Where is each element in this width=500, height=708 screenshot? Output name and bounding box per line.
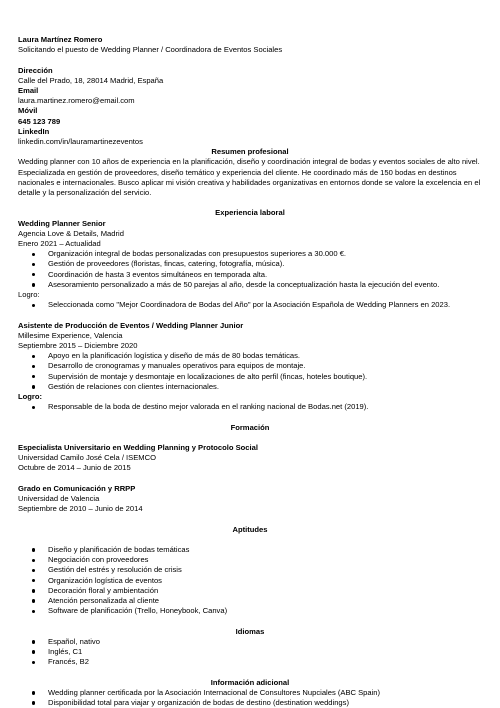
list-item-text: Coordinación de hasta 3 eventos simultáneos en temporada alta. xyxy=(48,269,268,279)
bullet-icon xyxy=(32,599,35,602)
list-item xyxy=(18,586,482,596)
bullet-icon xyxy=(32,661,35,664)
skills-list xyxy=(18,545,482,616)
achievement-label: Logro: xyxy=(18,392,43,402)
additional-list xyxy=(18,688,482,708)
list-item xyxy=(18,361,482,371)
list-item-text: Gestión de proveedores (floristas, fincas, catering, fotografía, música). xyxy=(48,259,285,269)
list-item xyxy=(18,351,482,361)
list-item xyxy=(18,637,482,647)
spacer xyxy=(18,55,482,65)
summary-line: detalle y la personalización del servicio. xyxy=(18,188,152,198)
list-item-text: Wedding planner certificada por la Asociación Internacional de Consultores Nupciales (ABC Spain) xyxy=(48,687,381,697)
languages-list xyxy=(18,637,482,668)
job-duties-list xyxy=(18,249,482,290)
list-item-text: Asesoramiento personalizado a más de 50 parejas al año, desde la conceptualización hasta la ejecución del evento. xyxy=(48,279,440,289)
job-dates: Septiembre 2015 – Diciembre 2020 xyxy=(18,341,138,351)
spacer xyxy=(18,616,482,626)
list-item xyxy=(18,698,482,708)
degree-dates: Septiembre de 2010 – Junio de 2014 xyxy=(18,504,143,514)
list-item xyxy=(18,300,482,310)
list-item xyxy=(18,657,482,667)
list-item-text: Gestión de relaciones con clientes internacionales. xyxy=(48,381,219,391)
experience-heading: Experiencia laboral xyxy=(215,208,285,218)
bullet-icon xyxy=(32,559,35,562)
languages-heading: Idiomas xyxy=(235,626,265,636)
list-item xyxy=(18,606,482,616)
bullet-icon xyxy=(32,304,35,307)
linkedin-value: linkedin.com/in/lauramartinezeventos xyxy=(18,137,143,147)
achievement-list xyxy=(18,300,482,310)
additional-heading: Información adicional xyxy=(210,677,290,687)
bullet-icon xyxy=(32,406,35,409)
list-item-text: Disponibilidad total para viajar y organización de bodas de destino (destination weddings) xyxy=(48,698,349,708)
list-item xyxy=(18,647,482,657)
address-value: Calle del Prado, 18, 28014 Madrid, España xyxy=(18,75,164,85)
candidate-subtitle: Solicitando el puesto de Wedding Planner / Coordinadora de Eventos Sociales xyxy=(18,45,283,55)
list-item-text: Inglés, C1 xyxy=(48,647,83,657)
list-item xyxy=(18,259,482,269)
list-item-text: Gestión del estrés y resolución de crisis xyxy=(48,565,182,575)
bullet-icon xyxy=(32,610,35,613)
bullet-icon xyxy=(32,548,35,551)
achievement-label: Logro: xyxy=(18,290,40,300)
list-item-text: Supervisión de montaje y desmontaje en localizaciones de alto perfil (fincas, hoteles boutique). xyxy=(48,371,368,381)
address-label: Dirección xyxy=(18,65,53,75)
degree-title: Especialista Universitario en Wedding Planning y Protocolo Social xyxy=(18,443,258,453)
bullet-icon xyxy=(32,691,35,694)
job-company: Millesime Experience, Valencia xyxy=(18,330,123,340)
list-item-text: Apoyo en la planificación logística y diseño de más de 80 bodas temáticas. xyxy=(48,351,301,361)
degree-title: Grado en Comunicación y RRPP xyxy=(18,483,136,493)
list-item-text: Decoración floral y ambientación xyxy=(48,585,159,595)
bullet-icon xyxy=(32,640,35,643)
summary-line: nacionales e internacionales. Busco aplicar mi visión creativa y habilidades organizativas en entornos donde se valore la excelencia en el xyxy=(18,177,481,187)
spacer xyxy=(18,198,482,208)
list-item xyxy=(18,576,482,586)
job-title: Asistente de Producción de Eventos / Wedding Planner Junior xyxy=(18,320,244,330)
spacer xyxy=(18,433,482,443)
bullet-icon xyxy=(32,579,35,582)
spacer xyxy=(18,412,482,422)
list-item xyxy=(18,565,482,575)
linkedin-label: LinkedIn xyxy=(18,126,50,136)
summary-line: Wedding planner con 10 años de experiencia en la planificación, diseño y coordinación integral de bodas y eventos sociales de alto nivel. xyxy=(18,157,480,167)
list-item xyxy=(18,372,482,382)
spacer xyxy=(18,474,482,484)
candidate-name: Laura Martínez Romero xyxy=(18,35,103,44)
list-item xyxy=(18,270,482,280)
summary-heading: Resumen profesional xyxy=(211,147,289,157)
bullet-icon xyxy=(32,355,35,358)
list-item xyxy=(18,596,482,606)
bullet-icon xyxy=(32,569,35,572)
bullet-icon xyxy=(32,589,35,592)
list-item-text: Organización logística de eventos xyxy=(48,575,162,585)
list-item xyxy=(18,545,482,555)
email-value: laura.martinez.romero@email.com xyxy=(18,96,135,106)
list-item xyxy=(18,555,482,565)
list-item-text: Seleccionada como "Mejor Coordinadora de Bodas del Año" por la Asociación Española de Wedding Planners en 2023. xyxy=(48,300,451,310)
mobile-value: 645 123 789 xyxy=(18,116,61,126)
list-item-text: Diseño y planificación de bodas temáticas xyxy=(48,545,190,555)
bullet-icon xyxy=(32,650,35,653)
bullet-icon xyxy=(32,283,35,286)
resume-content xyxy=(18,35,482,708)
list-item-text: Español, nativo xyxy=(48,636,100,646)
bullet-icon xyxy=(32,253,35,256)
job-duties-list xyxy=(18,351,482,392)
list-item-text: Negociación con proveedores xyxy=(48,555,149,565)
list-item-text: Responsable de la boda de destino mejor valorada en el ranking nacional de Bodas.net (2019). xyxy=(48,402,369,412)
skills-heading: Aptitudes xyxy=(232,524,268,534)
list-item xyxy=(18,280,482,290)
spacer xyxy=(18,535,482,545)
mobile-label: Móvil xyxy=(18,106,38,116)
list-item xyxy=(18,249,482,259)
list-item-text: Desarrollo de cronogramas y manuales operativos para equipos de montaje. xyxy=(48,361,306,371)
education-heading: Formación xyxy=(230,422,270,432)
list-item-text: Atención personalizada al cliente xyxy=(48,596,160,606)
bullet-icon xyxy=(32,375,35,378)
job-dates: Enero 2021 – Actualidad xyxy=(18,239,101,249)
bullet-icon xyxy=(32,701,35,704)
email-label: Email xyxy=(18,86,39,95)
bullet-icon xyxy=(32,385,35,388)
summary-line: Especializada en gestión de proveedores, diseño temático y experiencia del cliente. He coordinado más de 150 bodas en destinos xyxy=(18,167,457,177)
achievement-list xyxy=(18,402,482,412)
spacer xyxy=(18,514,482,524)
list-item xyxy=(18,688,482,698)
job-company: Agencia Love & Details, Madrid xyxy=(18,228,124,238)
summary-paragraph xyxy=(18,157,482,198)
list-item-text: Software de planificación (Trello, Honeybook, Canva) xyxy=(48,606,228,616)
bullet-icon xyxy=(32,263,35,266)
degree-dates: Octubre de 2014 – Junio de 2015 xyxy=(18,463,131,473)
list-item xyxy=(18,382,482,392)
degree-school: Universidad Camilo José Cela / ISEMCO xyxy=(18,453,157,463)
list-item-text: Francés, B2 xyxy=(48,657,89,667)
bullet-icon xyxy=(32,273,35,276)
list-item-text: Organización integral de bodas personalizadas con presupuestos superiores a 30.000 €. xyxy=(48,249,347,259)
degree-school: Universidad de Valencia xyxy=(18,494,100,504)
job-title: Wedding Planner Senior xyxy=(18,218,106,228)
list-item xyxy=(18,402,482,412)
spacer xyxy=(18,310,482,320)
spacer xyxy=(18,667,482,677)
bullet-icon xyxy=(32,365,35,368)
